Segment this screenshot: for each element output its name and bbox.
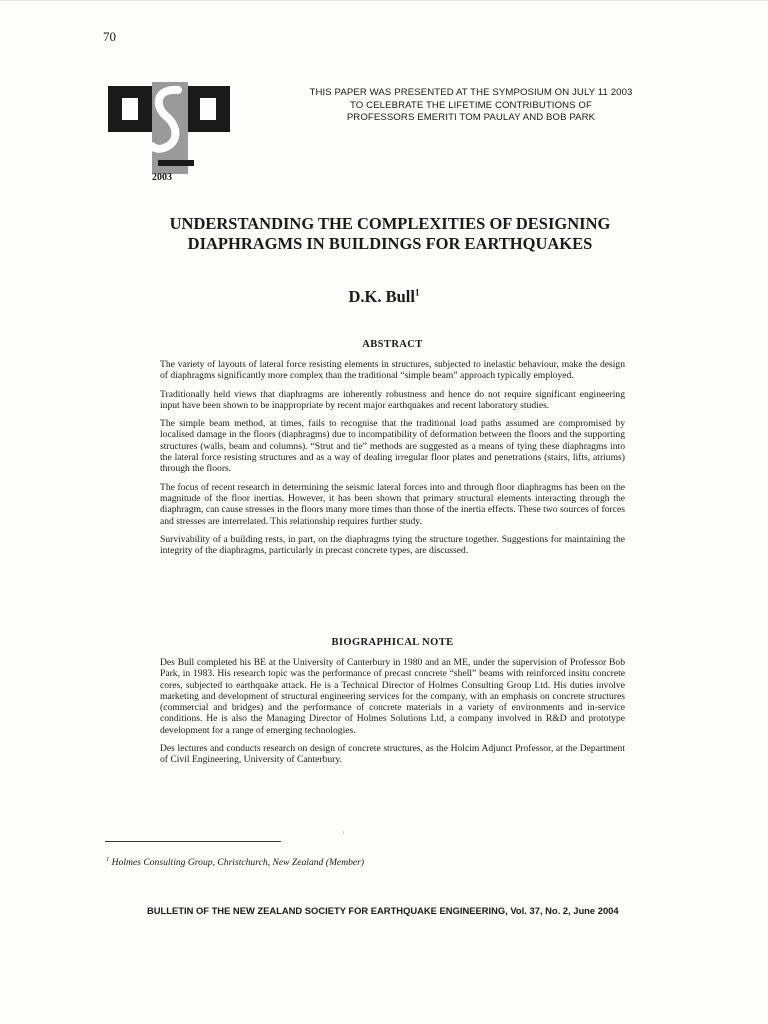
- paper-title: [120, 214, 660, 254]
- scan-speck: [343, 831, 344, 834]
- symposium-logo: [104, 76, 234, 176]
- bio-paragraph: Des lectures and conducts research on design of concrete structures, as the Holcim Adjunct Professor, at the Department of Civil Engineering, University of Canterbury.: [160, 743, 625, 766]
- abstract-heading: ABSTRACT: [362, 339, 423, 350]
- biographical-note-body: [160, 657, 625, 773]
- presentation-note-line: THIS PAPER WAS PRESENTED AT THE SYMPOSIUM ON JULY 11 2003: [309, 87, 633, 98]
- paper-title-line: DIAPHRAGMS IN BUILDINGS FOR EARTHQUAKES: [187, 234, 593, 253]
- paper-title-line: UNDERSTANDING THE COMPLEXITIES OF DESIGNING: [169, 214, 611, 233]
- bio-paragraph: Des Bull completed his BE at the University of Canterbury in 1980 and an ME, under the supervision of Professor Bob Park, in 1983. His research topic was the performance of precast concrete “shell” beams with reinforced insitu concrete cores, subjected to earthquake attack. He is a Technical Director of Holmes Consulting Group Ltd. His duties involve marketing and development of structural engineering services for the company, with an emphasis on concrete structures (commercial and bridges) and the performance of concrete materials in a variety of environments and in-service conditions. He is also the Managing Director of Holmes Solutions Ltd, a company involved in R&D and prototype development for a range of emerging technologies.: [160, 657, 625, 736]
- abstract-paragraph: Traditionally held views that diaphragms are inherently robustness and hence do not require significant engineering input have been shown to be inappropriate by recent major earthquakes and recent laboratory studies.: [160, 388, 625, 411]
- footnote-marker: 1: [106, 856, 110, 863]
- logo-year: 2003: [152, 172, 172, 183]
- biographical-note-heading: BIOGRAPHICAL NOTE: [331, 637, 454, 648]
- author-name: D.K. Bull: [348, 287, 415, 306]
- journal-citation: BULLETIN OF THE NEW ZEALAND SOCIETY FOR EARTHQUAKE ENGINEERING, Vol. 37, No. 2, June 2004: [147, 905, 619, 916]
- abstract-body: [160, 359, 625, 563]
- abstract-paragraph: Survivability of a building rests, in part, on the diaphragms tying the structure together. Suggestions for maintaining the integrity of the diaphragms, particularly in precast concrete types, are discussed.: [160, 533, 625, 557]
- abstract-paragraph: The focus of recent research in determining the seismic lateral forces into and through floor diaphragms has been on the magnitude of the floor inertias. However, it has been shown that primary structural elements interacting through the diaphragm, can cause stresses in the floors many more times than those of the inertia effects. These two sources of forces and stresses are interrelated. This relationship requires further study.: [160, 481, 625, 527]
- presentation-note: [296, 87, 646, 125]
- footnote-text: Holmes Consulting Group, Christchurch, New Zealand (Member): [111, 857, 365, 869]
- footnote: [106, 856, 364, 868]
- presentation-note-line: TO CELEBRATE THE LIFETIME CONTRIBUTIONS OF: [350, 99, 592, 111]
- author: [284, 287, 484, 307]
- footnote-divider: [105, 841, 281, 842]
- presentation-note-line: PROFESSORS EMERITI TOM PAULAY AND BOB PARK: [346, 112, 596, 123]
- author-footnote-marker: 1: [414, 287, 420, 298]
- abstract-paragraph: The variety of layouts of lateral force resisting elements in structures, subjected to inelastic behaviour, make the design of diaphragms significantly more complex than the traditional “simple beam” approach typically employed.: [160, 359, 625, 382]
- page-top-edge: [0, 0, 768, 1]
- page-number: 70: [103, 29, 116, 44]
- abstract-paragraph: The simple beam method, at times, fails to recognise that the traditional load paths assumed are compromised by localised damage in the floors (diaphragms) due to incompatibility of deformation between the floors and the supporting structures (walls, beam and columns). “Strut and tie” methods are suggested as a means of tying these diaphragms into the lateral force resisting structures and as a way of dealing irregular floor plates and penetrations (stairs, lifts, atriums) through the floors.: [160, 418, 625, 475]
